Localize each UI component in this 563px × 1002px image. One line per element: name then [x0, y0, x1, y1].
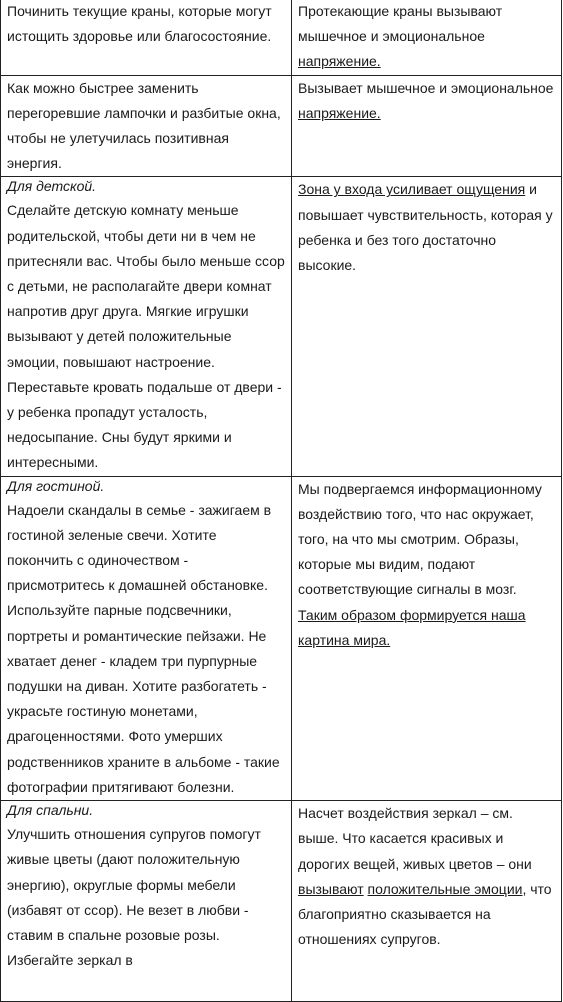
advice-cell: [1, 75, 292, 177]
explanation-cell: [292, 177, 562, 476]
explanation-cell: [292, 801, 562, 1002]
advice-text: Надоели скандалы в семье - зажигаем в гостиной зеленые свечи. Хотите покончить с одиночеством - присмотритесь к домашней обстановке. Используйте парные подсвечники, портреты и романтические пейзажи. Не хватает денег - кладем три пурпурные подушки на диван. Хотите разбогатеть - украсьте гостиную монетами, драгоценностями. Фото умерших родственников храните в альбоме - такие фотографии притягивают болезни.: [7, 501, 280, 795]
table-row: [1, 75, 562, 177]
advice-text: Сделайте детскую комнату меньше родительской, чтобы дети ни в чем не притесняли вас. Чтобы было меньше ссор с детьми, не располагайте двери комнат напротив друг друга. Мягкие игрушки вызывают у детей положительные эмоции, повышают настроение. Переставьте кровать подальше от двери - у ребенка пропадут усталость, недосыпание. Сны будут яркими и интересными.: [7, 202, 285, 471]
table-row: [1, 0, 562, 75]
explanation-text: Вызывает мышечное и эмоциональное: [298, 79, 554, 96]
section-heading-nursery: Для детской.: [7, 178, 97, 195]
section-heading-bedroom: Для спальни.: [7, 802, 94, 819]
advice-cell: [1, 801, 292, 1002]
explanation-text: и повышает чувствительность, которая у ребенка и без того достаточно высокие.: [298, 181, 553, 274]
explanation-underlined: напряжение.: [298, 104, 381, 121]
explanation-cell: [292, 476, 562, 800]
explanation-text: Протекающие краны вызывают мышечное и эмоциональное: [298, 3, 503, 45]
table-row: [1, 801, 562, 1002]
explanation-text: что благоприятно сказывается на отношениях супругов.: [298, 880, 552, 948]
advice-text: Починить текущие краны, которые могут истощить здоровье или благосостояние.: [7, 3, 272, 45]
table-row: [1, 177, 562, 476]
advice-cell: [1, 0, 292, 75]
explanation-underlined: напряжение.: [298, 53, 381, 70]
section-heading-living-room: Для гостиной.: [7, 477, 105, 494]
advice-cell: [1, 177, 292, 476]
advice-cell: [1, 476, 292, 800]
advice-text: Как можно быстрее заменить перегоревшие лампочки и разбитые окна, чтобы не улетучилась позитивная энергия.: [7, 79, 281, 172]
table-row: [1, 476, 562, 800]
explanation-text: Насчет воздействия зеркал – см. выше. Что касается красивых и дорогих вещей, живых цветов – они: [298, 805, 532, 872]
explanation-cell: [292, 0, 562, 75]
explanation-text: Мы подвергаемся информационному воздействию того, что нас окружает, того, на что мы смотрим. Образы, которые мы видим, подают соответствующие сигналы в мозг.: [298, 480, 542, 598]
explanation-underlined: положительные эмоции,: [367, 880, 527, 897]
explanation-underlined: Таким образом формируется наша картина мира.: [298, 606, 526, 648]
advice-text: Улучшить отношения супругов помогут живые цветы (дают положительную энергию), округлые формы мебели (избавят от ссор). Не везет в любви - ставим в спальне розовые розы. Избегайте зеркал в: [7, 826, 261, 969]
explanation-cell: [292, 75, 562, 177]
explanation-underlined: вызывают: [298, 880, 364, 897]
explanation-underlined: Зона у входа усиливает ощущения: [298, 181, 526, 198]
